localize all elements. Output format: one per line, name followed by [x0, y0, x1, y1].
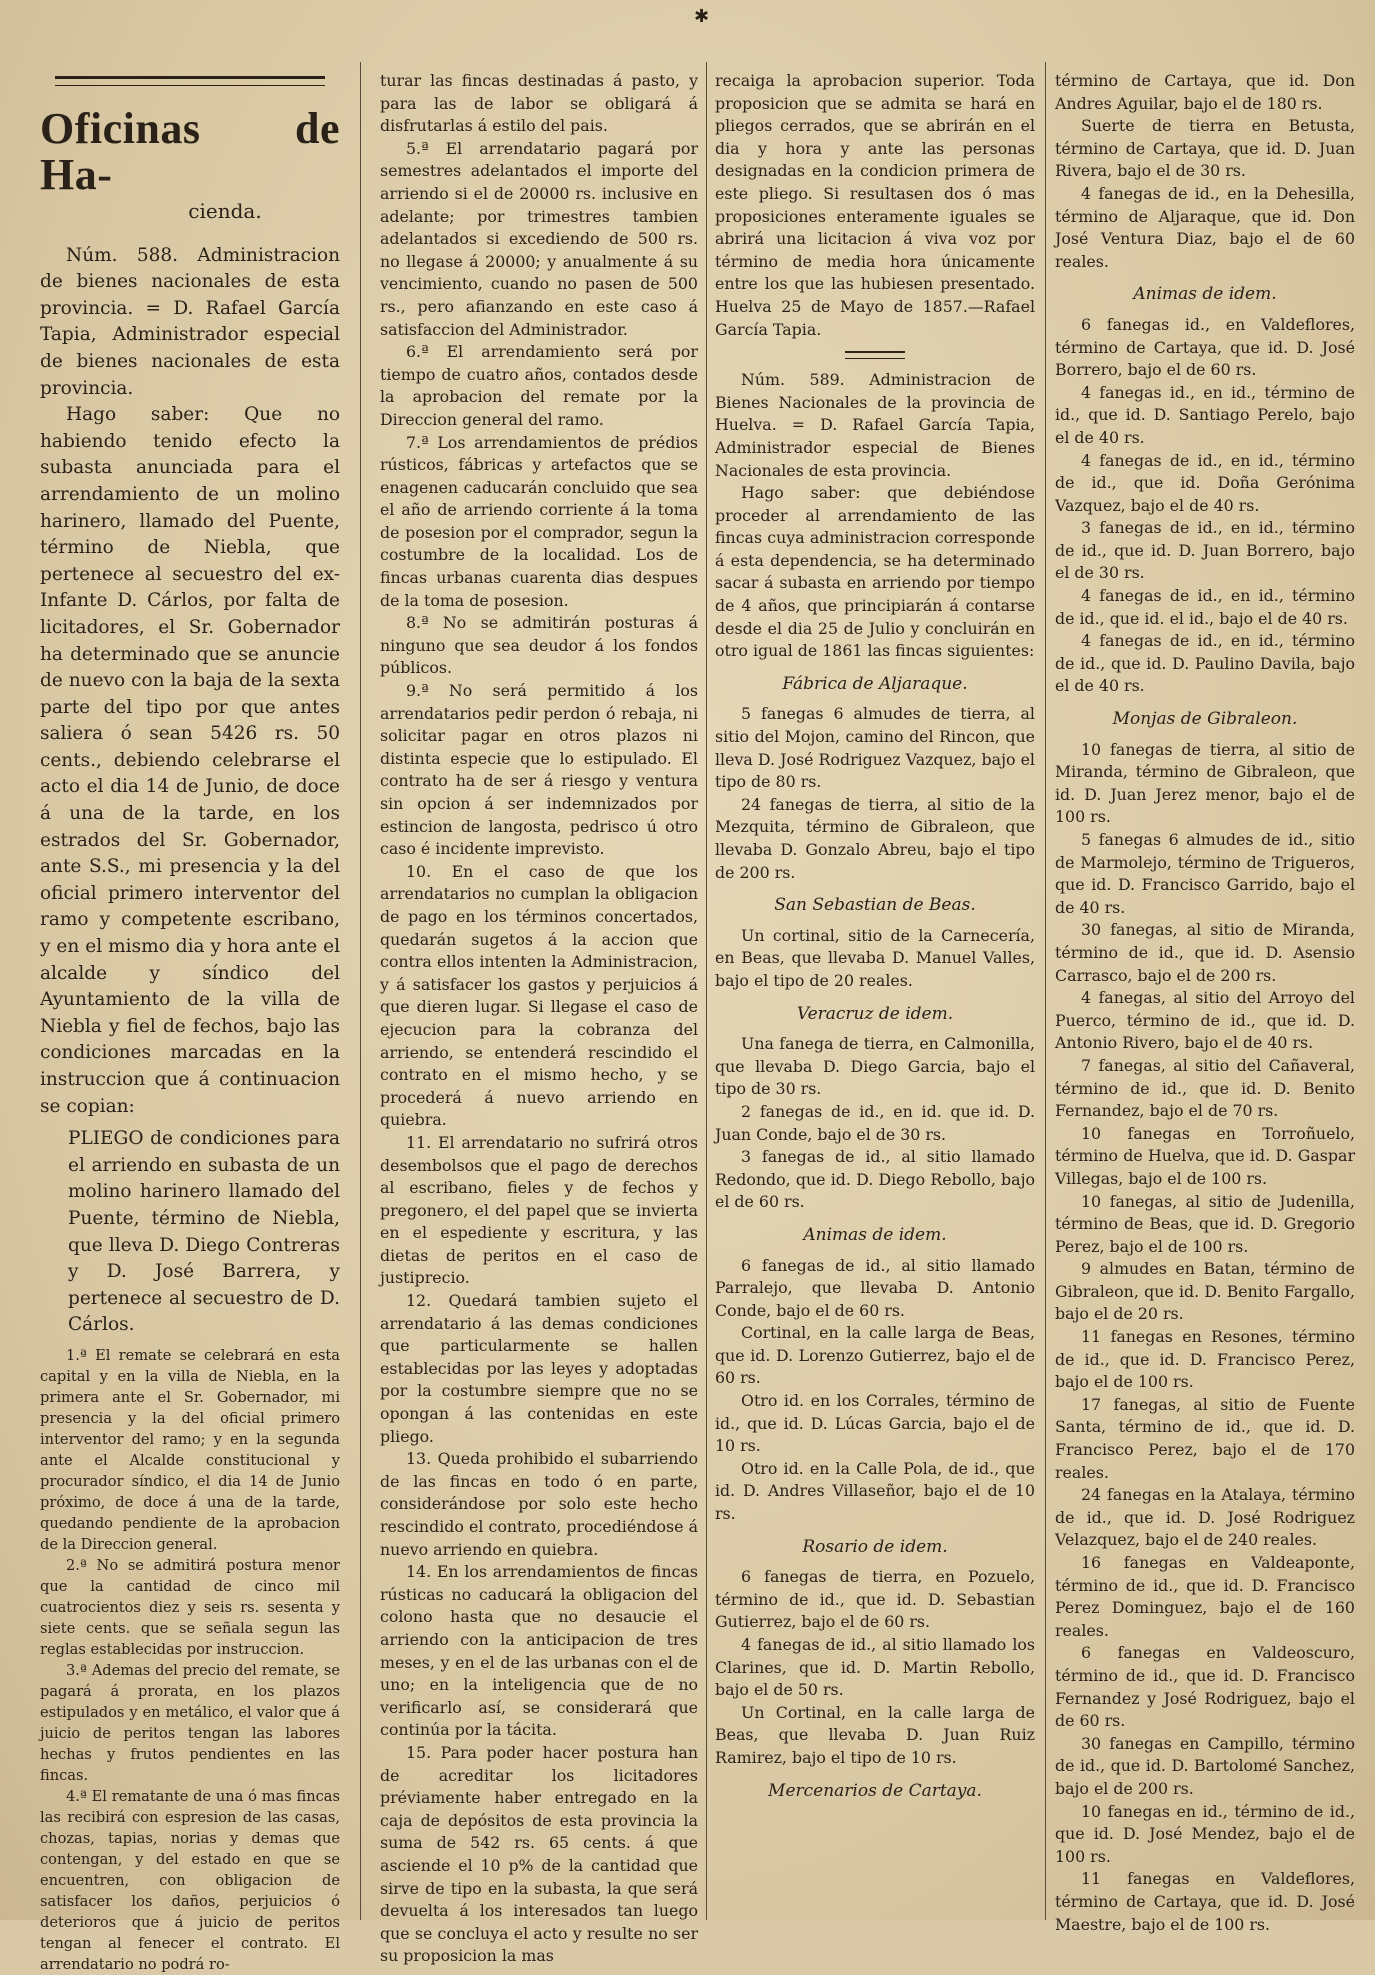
star-ornament: ✱	[694, 6, 710, 27]
list-item: Cortinal, en la calle larga de Beas, que id. D. Lorenzo Gutierrez, bajo el de 60 rs.	[715, 1323, 1035, 1388]
condition-12: 12. Quedará tambien sujeto el arrendatario á las demas condiciones que particularmente se hallen establecidas por las leyes y adoptadas por la costumbre siempre que no se opongan á las contenidas en este pliego.	[380, 1291, 698, 1446]
heading-mercenarios-cartaya: Mercenarios de Cartaya.	[768, 1780, 982, 1801]
list-item: 3 fanegas de id., al sitio llamado Redondo, que id. D. Diego Rebollo, bajo el de 60 rs.	[715, 1147, 1035, 1212]
list-item: 10 fanegas en Torroñuelo, término de Huelva, que id. D. Gaspar Villegas, bajo el de 100 rs.	[1055, 1123, 1355, 1188]
notice-589-intro: Núm. 589. Administracion de Bienes Nacionales de la provincia de Huelva. = D. Rafael García Tapia, Administrador especial de Bienes Nacionales de esta provincia.	[715, 370, 1035, 480]
section-title: Oficinas de Ha-	[40, 104, 340, 199]
heading-san-sebastian-beas: San Sebastian de Beas.	[774, 895, 976, 916]
heading-monjas-gibraleon: Monjas de Gibraleon.	[1112, 709, 1298, 730]
list-item: 9 almudes en Batan, término de Gibraleon, que id. D. Benito Fargallo, bajo el de 20 rs.	[1055, 1259, 1355, 1324]
list-item: 5 fanegas 6 almudes de tierra, al sitio del Mojon, camino del Rincon, que lleva D. José Rodriguez Vazquez, bajo el tipo de 80 rs.	[715, 704, 1035, 792]
column-divider	[706, 62, 707, 1920]
list-item: 4 fanegas de id., al sitio llamado los Clarines, que id. D. Martin Rebollo, bajo el de 50 rs.	[715, 1635, 1035, 1700]
list-item: Un cortinal, sitio de la Carnecería, en Beas, que llevaba D. Manuel Valles, bajo el tipo de 20 reales.	[715, 925, 1035, 990]
column-4	[1055, 70, 1355, 1934]
list-item: 24 fanegas de tierra, al sitio de la Mezquita, término de Gibraleon, que llevaba D. Gonzalo Abreu, bajo el tipo de 200 rs.	[715, 794, 1035, 882]
divider-ornament	[845, 351, 905, 359]
condition-15-cont: recaiga la aprobacion superior. Toda proposicion que se admita se hará en pliegos cerrados, que se abrirán en el dia y hora y ante las personas designadas en la condicion primera de este pliego. Si resultasen dos ó mas proposiciones enteramente iguales se abrirá una licitacion á viva voz por término de media hora únicamente entre los que las hubiesen presentado. Huelva 25 de Mayo de 1857.—Rafael García Tapia.	[715, 71, 1035, 339]
list-item: Otro id. en los Corrales, término de id., que id. D. Lúcas Garcia, bajo el de 10 rs.	[715, 1391, 1035, 1456]
list-item: 4 fanegas de id., en id., término de id., que id. Doña Gerónima Vazquez, bajo el de 40 rs.	[1055, 450, 1355, 515]
notice-588-body: Hago saber: Que no habiendo tenido efecto la subasta anunciada para el arrendamiento de un molino harinero, llamado del Puente, término de Niebla, que pertenece al secuestro del ex-Infante D. Cárlos, por falta de licitadores, el Sr. Gobernador ha determinado que se anuncie de nuevo con la baja de la sexta parte del tipo por que antes saliera ó sean 5426 rs. 50 cents., debiendo celebrarse el acto el dia 14 de Junio, de doce á una de la tarde, en los estrados del Sr. Gobernador, ante S.S., mi presencia y la del oficial primero interventor del ramo y competente escribano, y en el mismo dia y hora ante el alcalde y síndico del Ayuntamiento de la villa de Niebla y fiel de fechos, bajo las condiciones marcadas en la instruccion que á continuacion se copian:	[40, 404, 340, 1117]
heading-veracruz: Veracruz de idem.	[796, 1003, 954, 1024]
list-item: 6 fanegas id., en Valdeflores, término de Cartaya, que id. D. José Borrero, bajo el de 60 rs.	[1055, 314, 1355, 380]
heading-animas: Animas de idem.	[803, 1224, 947, 1245]
condition-5: 5.ª El arrendatario pagará por semestres adelantados el importe del arriendo si el de 20000 rs. inclusive en adelante; por trimestres tambien adelantados si excediendo de 500 rs. no llegase á 20000; y anualmente á su vencimiento, cuando no pasen de 500 rs., pero afianzando en este caso á satisfaccion del Administrador.	[380, 138, 698, 339]
list-item: 10 fanegas, al sitio de Judenilla, término de Beas, que id. D. Gregorio Perez, bajo el de 100 rs.	[1055, 1191, 1355, 1256]
column-3	[715, 70, 1035, 1920]
list-item: Un Cortinal, en la calle larga de Beas, que llevaba D. Juan Ruiz Ramirez, bajo el tipo de 10 rs.	[715, 1702, 1035, 1767]
list-item: 4 fanegas de id., en id., término de id., que id. D. Paulino Davila, bajo el de 40 rs.	[1055, 631, 1355, 696]
list-item: 6 fanegas en Valdeoscuro, término de id., que id. D. Francisco Fernandez y José Rodriguez, bajo el de 60 rs.	[1055, 1643, 1355, 1731]
heading-animas: Animas de idem.	[1133, 284, 1277, 305]
list-item: 16 fanegas en Valdeaponte, término de id., que id. D. Francisco Perez Dominguez, bajo el de 160 reales.	[1055, 1553, 1355, 1640]
list-item: Suerte de tierra en Betusta, término de Cartaya, que id. D. Juan Rivera, bajo el de 30 rs.	[1055, 116, 1355, 181]
condition-4: 4.ª El rematante de una ó mas fincas las recibirá con espresion de las casas, chozas, tapias, norias y demas que contengan, y del estado en que se encuentren, con obligacion de satisfacer los daños, perjuicios ó deterioros que á juicio de peritos tengan al fenecer el contrato. El arrendatario no podrá ro-	[40, 1787, 340, 1973]
list-item: 7 fanegas, al sitio del Cañaveral, término de id., que id. D. Benito Fernandez, bajo el de 70 rs.	[1055, 1055, 1355, 1121]
condition-8: 8.ª No se admitirán posturas á ninguno que sea deudor á los fondos públicos.	[380, 613, 698, 678]
section-title-continuation: cienda.	[188, 199, 262, 223]
list-item: 4 fanegas, al sitio del Arroyo del Puerco, término de id., que id. D. Antonio Rivero, bajo el de 40 rs.	[1055, 988, 1355, 1053]
notice-589-body: Hago saber: que debiéndose proceder al arrendamiento de las fincas cuya administracion corresponde á esta dependencia, se ha determinado sacar á subasta en arriendo por tiempo de 4 años, que principiarán á contarse desde el dia 25 de Julio y concluirán en otro igual de 1861 las fincas siguientes:	[715, 483, 1035, 661]
notice-588-intro: Núm. 588. Administracion de bienes nacionales de esta provincia. = D. Rafael García Tapia, Administrador especial de bienes nacionales de esta provincia.	[40, 244, 340, 399]
condition-4-cont: turar las fincas destinadas á pasto, y para las de labor se obligará á disfrutarlas á estilo del pais.	[380, 71, 698, 136]
list-item: 24 fanegas en la Atalaya, término de id., que id. D. José Rodriguez Velazquez, bajo el de 240 reales.	[1055, 1485, 1355, 1550]
list-item: 4 fanegas id., en id., término de id., que id. D. Santiago Perelo, bajo el de 40 rs.	[1055, 382, 1355, 447]
condition-2: 2.ª No se admitirá postura menor que la cantidad de cinco mil cuatrocientos diez y seis rs. sesenta y siete cents. que se señala segun las reglas establecidas por instruccion.	[40, 1556, 340, 1658]
condition-14: 14. En los arrendamientos de fincas rústicas no caducará la obligacion del colono hasta que no desaucie el arriendo con la anticipacion de tres meses, y en el de las urbanas con el de uno; en la inteligencia que de no verificarlo así, se considerará que continúa por la tácita.	[380, 1562, 698, 1740]
list-item: 2 fanegas de id., en id. que id. D. Juan Conde, bajo el de 30 rs.	[715, 1101, 1035, 1144]
list-item: 5 fanegas 6 almudes de id., sitio de Marmolejo, término de Trigueros, que id. D. Francisco Garrido, bajo el de 40 rs.	[1055, 830, 1355, 917]
list-item: término de Cartaya, que id. Don Andres Aguilar, bajo el de 180 rs.	[1055, 71, 1355, 113]
list-item: 4 fanegas de id., en la Dehesilla, término de Aljaraque, que id. Don José Ventura Diaz, bajo el de 60 reales.	[1055, 183, 1355, 271]
heading-rosario: Rosario de idem.	[802, 1536, 948, 1557]
list-item: 11 fanegas en Valdeflores, término de Cartaya, que id. D. José Maestre, bajo el de 100 rs.	[1055, 1869, 1355, 1934]
condition-3: 3.ª Ademas del precio del remate, se pagará á prorata, en los plazos estipulados y en metálico, el valor que á juicio de peritos tengan las labores hechas y frutos pendientes en las fincas.	[40, 1661, 340, 1784]
list-item: 30 fanegas en Campillo, término de id., que id. D. Bartolomé Sanchez, bajo el de 200 rs.	[1055, 1733, 1355, 1798]
list-item: Otro id. en la Calle Pola, de id., que id. D. Andres Villaseñor, bajo el de 10 rs.	[715, 1458, 1035, 1524]
list-item: 11 fanegas en Resones, término de id., que id. D. Francisco Perez, bajo el de 100 rs.	[1055, 1327, 1355, 1392]
list-item: 17 fanegas, al sitio de Fuente Santa, término de id., que id. D. Francisco Perez, bajo el de 170 reales.	[1055, 1394, 1355, 1482]
pliego-heading: PLIEGO de condiciones para el arriendo en subasta de un molino harinero llamado del Puente, término de Niebla, que lleva D. Diego Contreras y D. José Barrera, y pertenece al secuestro de D. Cárlos.	[68, 1128, 340, 1336]
list-item: 6 fanegas de tierra, en Pozuelo, término de id., que id. D. Sebastian Gutierrez, bajo el de 60 rs.	[715, 1567, 1035, 1632]
list-item: 10 fanegas en id., término de id., que id. D. José Mendez, bajo el de 100 rs.	[1055, 1801, 1355, 1866]
column-1	[40, 70, 340, 1973]
condition-15: 15. Para poder hacer postura han de acreditar los licitadores préviamente haber entregado en la caja de depósitos de esta provincia la suma de 542 rs. 65 cents. á que asciende el 10 p% de la cantidad que sirve de tipo en la subasta, la que será devuelta á los interesados tan luego que se concluya el acto y resulte no ser su proposicion la mas	[380, 1742, 698, 1966]
list-item: 6 fanegas de id., al sitio llamado Parralejo, que llevaba D. Antonio Conde, bajo el de 60 rs.	[715, 1255, 1035, 1320]
condition-6: 6.ª El arrendamiento será por tiempo de cuatro años, contados desde la aprobacion del remate por la Direccion general del ramo.	[380, 342, 698, 429]
condition-1: 1.ª El remate se celebrará en esta capital y en la villa de Niebla, en la primera ante el Sr. Gobernador, mi presencia y la del oficial primero interventor del ramo; y en la segunda ante el Alcalde constitucional y procurador síndico, el dia 14 de Junio próximo, de doce á una de la tarde, quedando pendiente de la aprobacion de la Direccion general.	[40, 1346, 340, 1553]
column-divider	[1045, 62, 1046, 1920]
list-item: 10 fanegas de tierra, al sitio de Miranda, término de Gibraleon, que id. D. Juan Jerez menor, bajo el de 100 rs.	[1055, 739, 1355, 827]
condition-7: 7.ª Los arrendamientos de prédios rústicos, fábricas y artefactos que se enagenen caducarán concluido que sea el año de arriendo corriente á la toma de posesion por el comprador, segun la costumbre de la localidad. Los de fincas urbanas cuarenta dias despues de la toma de posesion.	[380, 432, 698, 610]
column-divider	[360, 62, 361, 1920]
heading-fabrica-aljaraque: Fábrica de Aljaraque.	[782, 673, 968, 694]
list-item: 30 fanegas, al sitio de Miranda, término de id., que id. D. Asensio Carrasco, bajo el de 200 rs.	[1055, 920, 1355, 985]
column-2	[380, 70, 698, 1966]
condition-11: 11. El arrendatario no sufrirá otros desembolsos que el pago de derechos al escribano, fieles y de fechos y pregonero, el del papel que se invierta en el espediente y escritura, y las dietas de peritos en el caso de justiprecio.	[380, 1132, 698, 1288]
condition-13: 13. Queda prohibido el subarriendo de las fincas en todo ó en parte, considerándose por solo este hecho rescindido el contrato, procediéndose á nuevo arriendo en quiebra.	[380, 1449, 698, 1559]
list-item: 4 fanegas de id., en id., término de id., que id. el id., bajo el de 40 rs.	[1055, 586, 1355, 628]
list-item: Una fanega de tierra, en Calmonilla, que llevaba D. Diego Garcia, bajo el tipo de 30 rs.	[715, 1034, 1035, 1099]
condition-9: 9.ª No será permitido á los arrendatarios pedir perdon ó rebaja, ni solicitar pagar en otros plazos ni distinta especie que lo estipulado. El contrato ha de ser á riesgo y ventura sin opcion á ser indemnizados por estincion de langosta, pedrisco ú otro caso é incidente imprevisto.	[380, 681, 698, 859]
list-item: 3 fanegas de id., en id., término de id., que id. D. Juan Borrero, bajo el de 30 rs.	[1055, 518, 1355, 583]
condition-10: 10. En el caso de que los arrendatarios no cumplan la obligacion de pago en los términos concertados, quedarán sugetos á la accion que contra ellos intenten la Administracion, y á satisfacer los gastos y perjuicios á que dieren lugar. Si llegase el caso de ejecucion para la cobranza del arriendo, se entenderá rescindido el contrato en el mismo hecho, y se procederá á nuevo arriendo en quiebra.	[380, 861, 698, 1130]
